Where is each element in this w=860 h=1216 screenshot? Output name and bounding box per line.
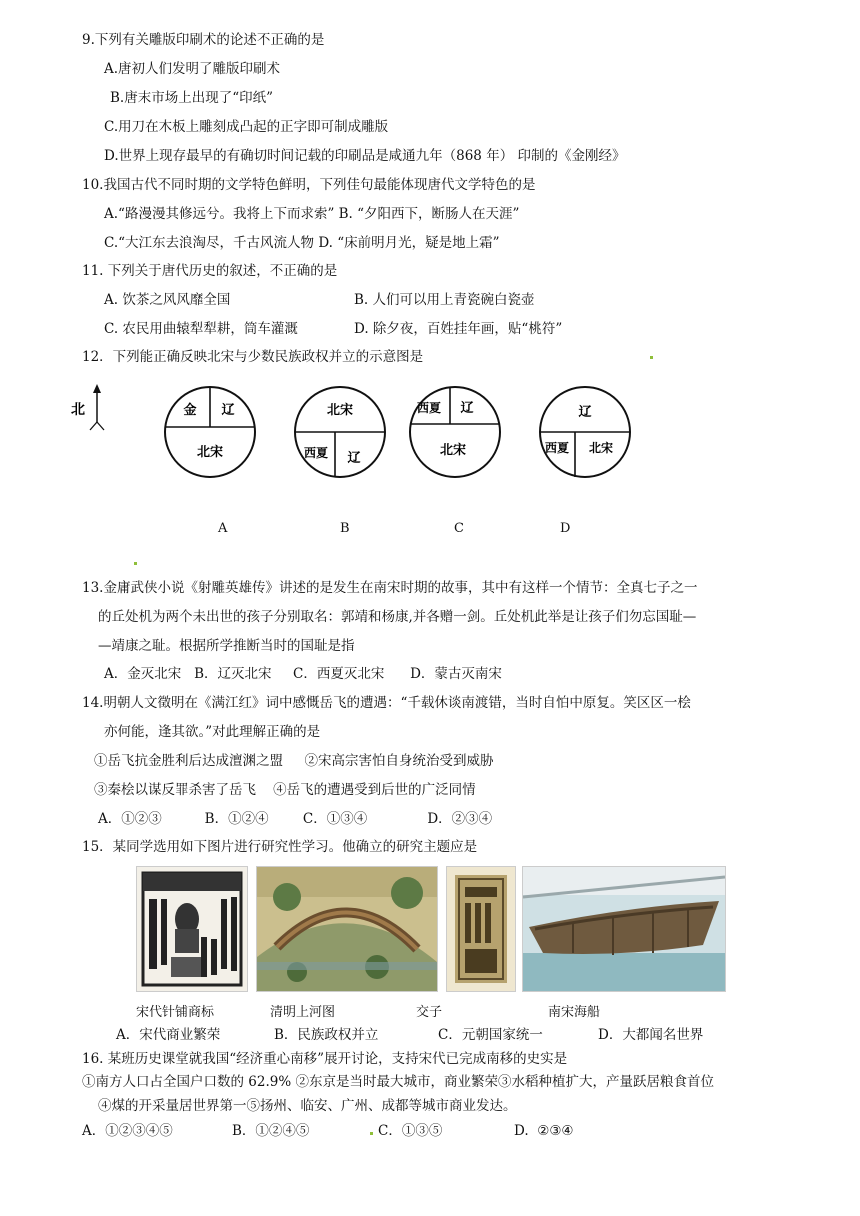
- diagram-c-label-1: 西夏: [416, 401, 442, 415]
- q12-stem: 12．下列能正确反映北宋与少数民族政权并立的示意图是: [82, 349, 424, 365]
- caption-ship: 南宋海船: [548, 1005, 601, 1020]
- q11-option-d: D. 除夕夜，百姓挂年画，贴“桃符”: [354, 321, 563, 337]
- stray-mark: [134, 562, 137, 565]
- q14-line-2: 亦何能，逢其欲。”对此理解正确的是: [104, 724, 321, 740]
- q13-line-1: 13.金庸武侠小说《射雕英雄传》讲述的是发生在南宋时期的故事，其中有这样一个情节：全真七子之一: [82, 580, 698, 596]
- q15-option-b: B．民族政权并立: [274, 1027, 379, 1043]
- stray-mark: [650, 356, 653, 359]
- q15-option-c: C．元朝国家统一: [438, 1027, 543, 1043]
- diagram-d-label-2: 西夏: [544, 441, 570, 455]
- needle-shop-trademark-image: [136, 866, 248, 992]
- q16-option-b: B．①②④⑤: [232, 1123, 310, 1139]
- diagram-c-letter: C: [454, 521, 464, 536]
- diagram-b-letter: B: [340, 521, 350, 536]
- diagram-a-letter: A: [218, 521, 228, 536]
- qingming-scroll-image: [256, 866, 438, 992]
- q16-option-c: C．①③⑤: [378, 1123, 443, 1139]
- north-label: 北: [71, 402, 85, 418]
- north-arrow-icon: [70, 384, 110, 434]
- diagram-c: [405, 382, 505, 482]
- q16-stem: 16. 某班历史课堂就我国“经济重心南移”展开讨论，支持宋代已完成南移的史实是: [82, 1051, 568, 1067]
- diagram-b-label-1: 北宋: [326, 403, 354, 418]
- q15-option-a: A．宋代商业繁荣: [116, 1027, 221, 1043]
- q10-options-cd: C.“大江东去浪淘尽，千古风流人物 D. “床前明月光，疑是地上霜”: [104, 235, 500, 251]
- diagram-c-label-2: 辽: [460, 401, 474, 416]
- diagram-a-label-1: 金: [183, 403, 197, 418]
- q14-line-1: 14.明朝人文徵明在《满江红》词中感慨岳飞的遭遇：“千载休谈南渡错，当时自怕中原复。笑区区一桧: [82, 695, 691, 711]
- diagram-d-label-1: 辽: [578, 405, 592, 420]
- q9-option-b: B.唐末市场上出现了“印纸”: [110, 90, 274, 106]
- diagram-d-label-3: 北宋: [588, 441, 614, 455]
- caption-trademark: 宋代针铺商标: [136, 1005, 215, 1020]
- caption-jiaozi: 交子: [416, 1005, 443, 1020]
- q11-stem: 11. 下列关于唐代历史的叙述，不正确的是: [82, 263, 338, 279]
- q11-option-b: B. 人们可以用上青瓷碗白瓷壶: [354, 292, 535, 308]
- q14-statement-1: ①岳飞抗金胜利后达成澶渊之盟 ②宋高宗害怕自身统治受到威胁: [94, 753, 494, 769]
- diagram-a-label-3: 北宋: [196, 445, 224, 460]
- stray-mark: [370, 1132, 373, 1135]
- q9-stem: 9.下列有关雕版印刷术的论述不正确的是: [82, 32, 325, 48]
- diagram-a: [160, 382, 260, 482]
- q14-options: A．①②③ B．①②④ C．①③④ D．②③④: [98, 811, 493, 827]
- q16-statement-1: ①南方人口占全国户口数的 62.9% ②东京是当时最大城市，商业繁荣③水稻种植扩大，产量跃居粮食首位: [82, 1074, 714, 1090]
- q13-line-2: 的丘处机为两个未出世的孩子分别取名：郭靖和杨康,并各赠一剑。丘处机此举是让孩子们勿忘国耻—: [98, 609, 697, 625]
- diagram-d-letter: D: [560, 521, 571, 536]
- q10-options-ab: A.“路漫漫其修远兮。我将上下而求索” B. “夕阳西下，断肠人在天涯”: [104, 206, 520, 222]
- q10-stem: 10.我国古代不同时期的文学特色鲜明，下列佳句最能体现唐代文学特色的是: [82, 177, 536, 193]
- diagram-b: [290, 382, 390, 482]
- q16-option-a: A．①②③④⑤: [82, 1123, 173, 1139]
- diagram-c-label-3: 北宋: [439, 443, 467, 458]
- q16-option-d: D. ②③④: [514, 1123, 574, 1139]
- q15-stem: 15．某同学选用如下图片进行研究性学习。他确立的研究主题应是: [82, 839, 478, 855]
- diagram-a-label-2: 辽: [221, 403, 235, 418]
- q14-statement-2: ③秦桧以谋反罪杀害了岳飞 ④岳飞的遭遇受到后世的广泛同情: [94, 782, 476, 798]
- southern-song-ship-image: [522, 866, 726, 992]
- q13-line-3: —靖康之耻。根据所学推断当时的国耻是指: [98, 638, 355, 654]
- q16-statement-2: ④煤的开采量居世界第一⑤扬州、临安、广州、成都等城市商业发达。: [98, 1098, 517, 1114]
- q13-options: A．金灭北宋 B．辽灭北宋 C．西夏灭北宋 D．蒙古灭南宋: [104, 666, 502, 682]
- q9-option-d: D.世界上现存最早的有确切时间记载的印刷品是咸通九年（868 年） 印制的《金刚经》: [104, 148, 626, 164]
- diagram-b-label-3: 辽: [347, 451, 361, 466]
- q9-option-a: A.唐初人们发明了雕版印刷术: [104, 61, 281, 77]
- jiaozi-banknote-image: [446, 866, 516, 992]
- q11-option-c: C. 农民用曲辕犁犁耕，筒车灌溉: [104, 321, 298, 337]
- diagram-d: [535, 382, 635, 482]
- caption-qingming: 清明上河图: [270, 1005, 336, 1020]
- q11-option-a: A. 饮茶之风风靡全国: [104, 292, 231, 308]
- q15-option-d: D．大都闻名世界: [598, 1027, 704, 1043]
- diagram-b-label-2: 西夏: [303, 446, 329, 460]
- q9-option-c: C.用刀在木板上雕刻成凸起的正字即可制成雕版: [104, 119, 389, 135]
